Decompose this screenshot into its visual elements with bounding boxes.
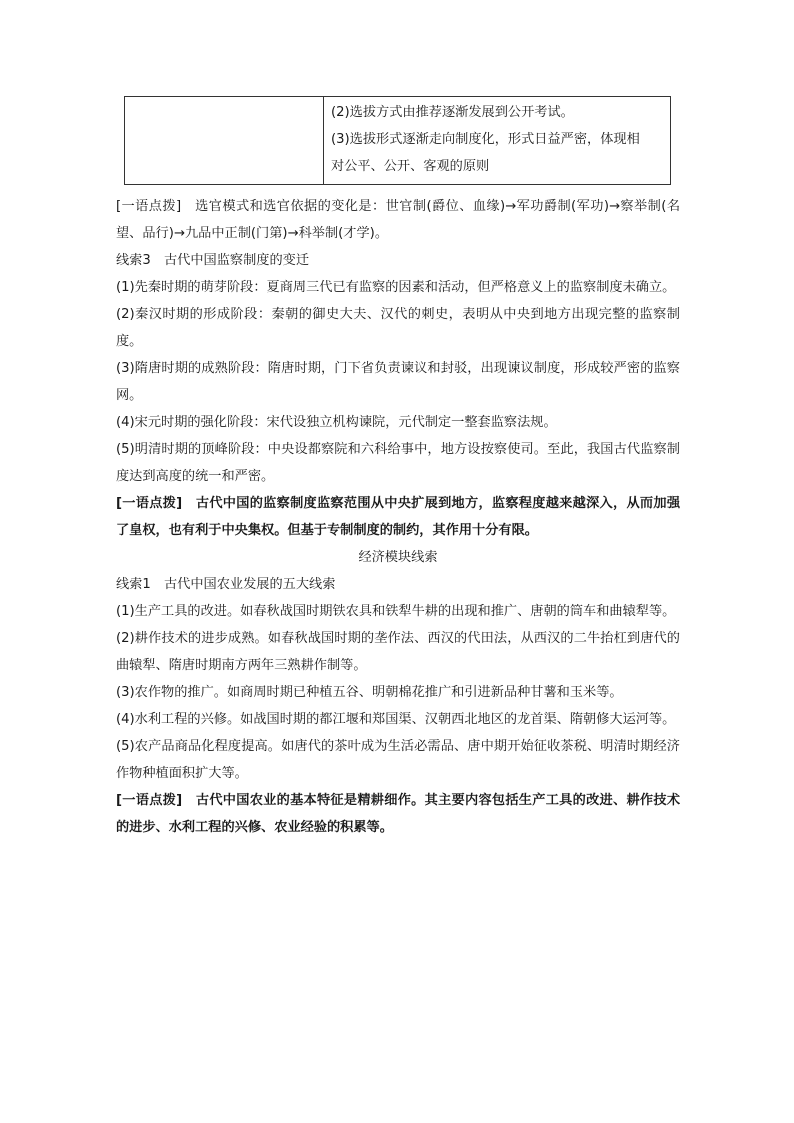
- paragraph: (2)耕作技术的进步成熟。如春秋战国时期的垄作法、西汉的代田法，从西汉的二牛抬杠到唐代的曲辕犁、隋唐时期南方两年三熟耕作制等。: [116, 631, 680, 673]
- table-cell-empty: [125, 97, 324, 185]
- module-title: 经济模块线索: [358, 550, 438, 565]
- tip-label: [一语点拨]: [116, 793, 183, 808]
- tip-text: 古代中国农业的基本特征是精耕细作。其主要内容包括生产工具的改进、耕作技术的进步、水利工程的兴修、农业经验的积累等。: [116, 793, 681, 835]
- section-heading: 线索1 古代中国农业发展的五大线索: [116, 577, 336, 592]
- paragraph: (4)水利工程的兴修。如战国时期的都江堰和郑国渠、汉朝西北地区的龙首渠、隋朝修大运河等。: [116, 712, 676, 727]
- section-heading: 线索3 古代中国监察制度的变迁: [116, 253, 310, 268]
- paragraph: (1)生产工具的改进。如春秋战国时期铁农具和铁犁牛耕的出现和推广、唐朝的筒车和曲辕犁等。: [116, 604, 676, 619]
- tip-paragraph: [116, 193, 680, 247]
- paragraph: (4)宋元时期的强化阶段：宋代设独立机构谏院，元代制定一整套监察法规。: [116, 415, 557, 430]
- table-cell-content: [324, 97, 671, 185]
- paragraph: (3)农作物的推广。如商周时期已种植五谷、明朝棉花推广和引进新品种甘薯和玉米等。: [116, 685, 623, 700]
- table-line: (3)选拔形式逐渐走向制度化，形式日益严密，体现相: [331, 132, 640, 147]
- table-line: (2)选拔方式由推荐逐渐发展到公开考试。: [331, 105, 574, 120]
- paragraph: (3)隋唐时期的成熟阶段：隋唐时期，门下省负责谏议和封驳，出现谏议制度，形成较严密的监察网。: [116, 361, 680, 403]
- summary-table: [124, 96, 671, 185]
- tip-text: 选官模式和选官依据的变化是：世官制(爵位、血缘)→军功爵制(军功)→察举制(名望、品行)→九品中正制(门第)→科举制(才学)。: [116, 199, 681, 241]
- tip-paragraph: [116, 490, 680, 544]
- tip-text: 古代中国的监察制度监察范围从中央扩展到地方，监察程度越来越深入，从而加强了皇权，也有利于中央集权。但基于专制制度的制约，其作用十分有限。: [116, 496, 681, 538]
- tip-label: [一语点拨]: [116, 496, 183, 511]
- tip-label: [一语点拨]: [116, 199, 182, 214]
- paragraph: (5)明清时期的顶峰阶段：中央设都察院和六科给事中，地方设按察使司。至此，我国古代监察制度达到高度的统一和严密。: [116, 442, 680, 484]
- table-line: 对公平、公开、客观的原则: [331, 159, 490, 174]
- document-page: [116, 96, 680, 841]
- paragraph: (1)先秦时期的萌芽阶段：夏商周三代已有监察的因素和活动，但严格意义上的监察制度未确立。: [116, 280, 676, 295]
- paragraph: (2)秦汉时期的形成阶段：秦朝的御史大夫、汉代的刺史，表明从中央到地方出现完整的监察制度。: [116, 307, 680, 349]
- paragraph: (5)农产品商品化程度提高。如唐代的茶叶成为生活必需品、唐中期开始征收茶税、明清时期经济作物种植面积扩大等。: [116, 739, 680, 781]
- tip-paragraph: [116, 787, 680, 841]
